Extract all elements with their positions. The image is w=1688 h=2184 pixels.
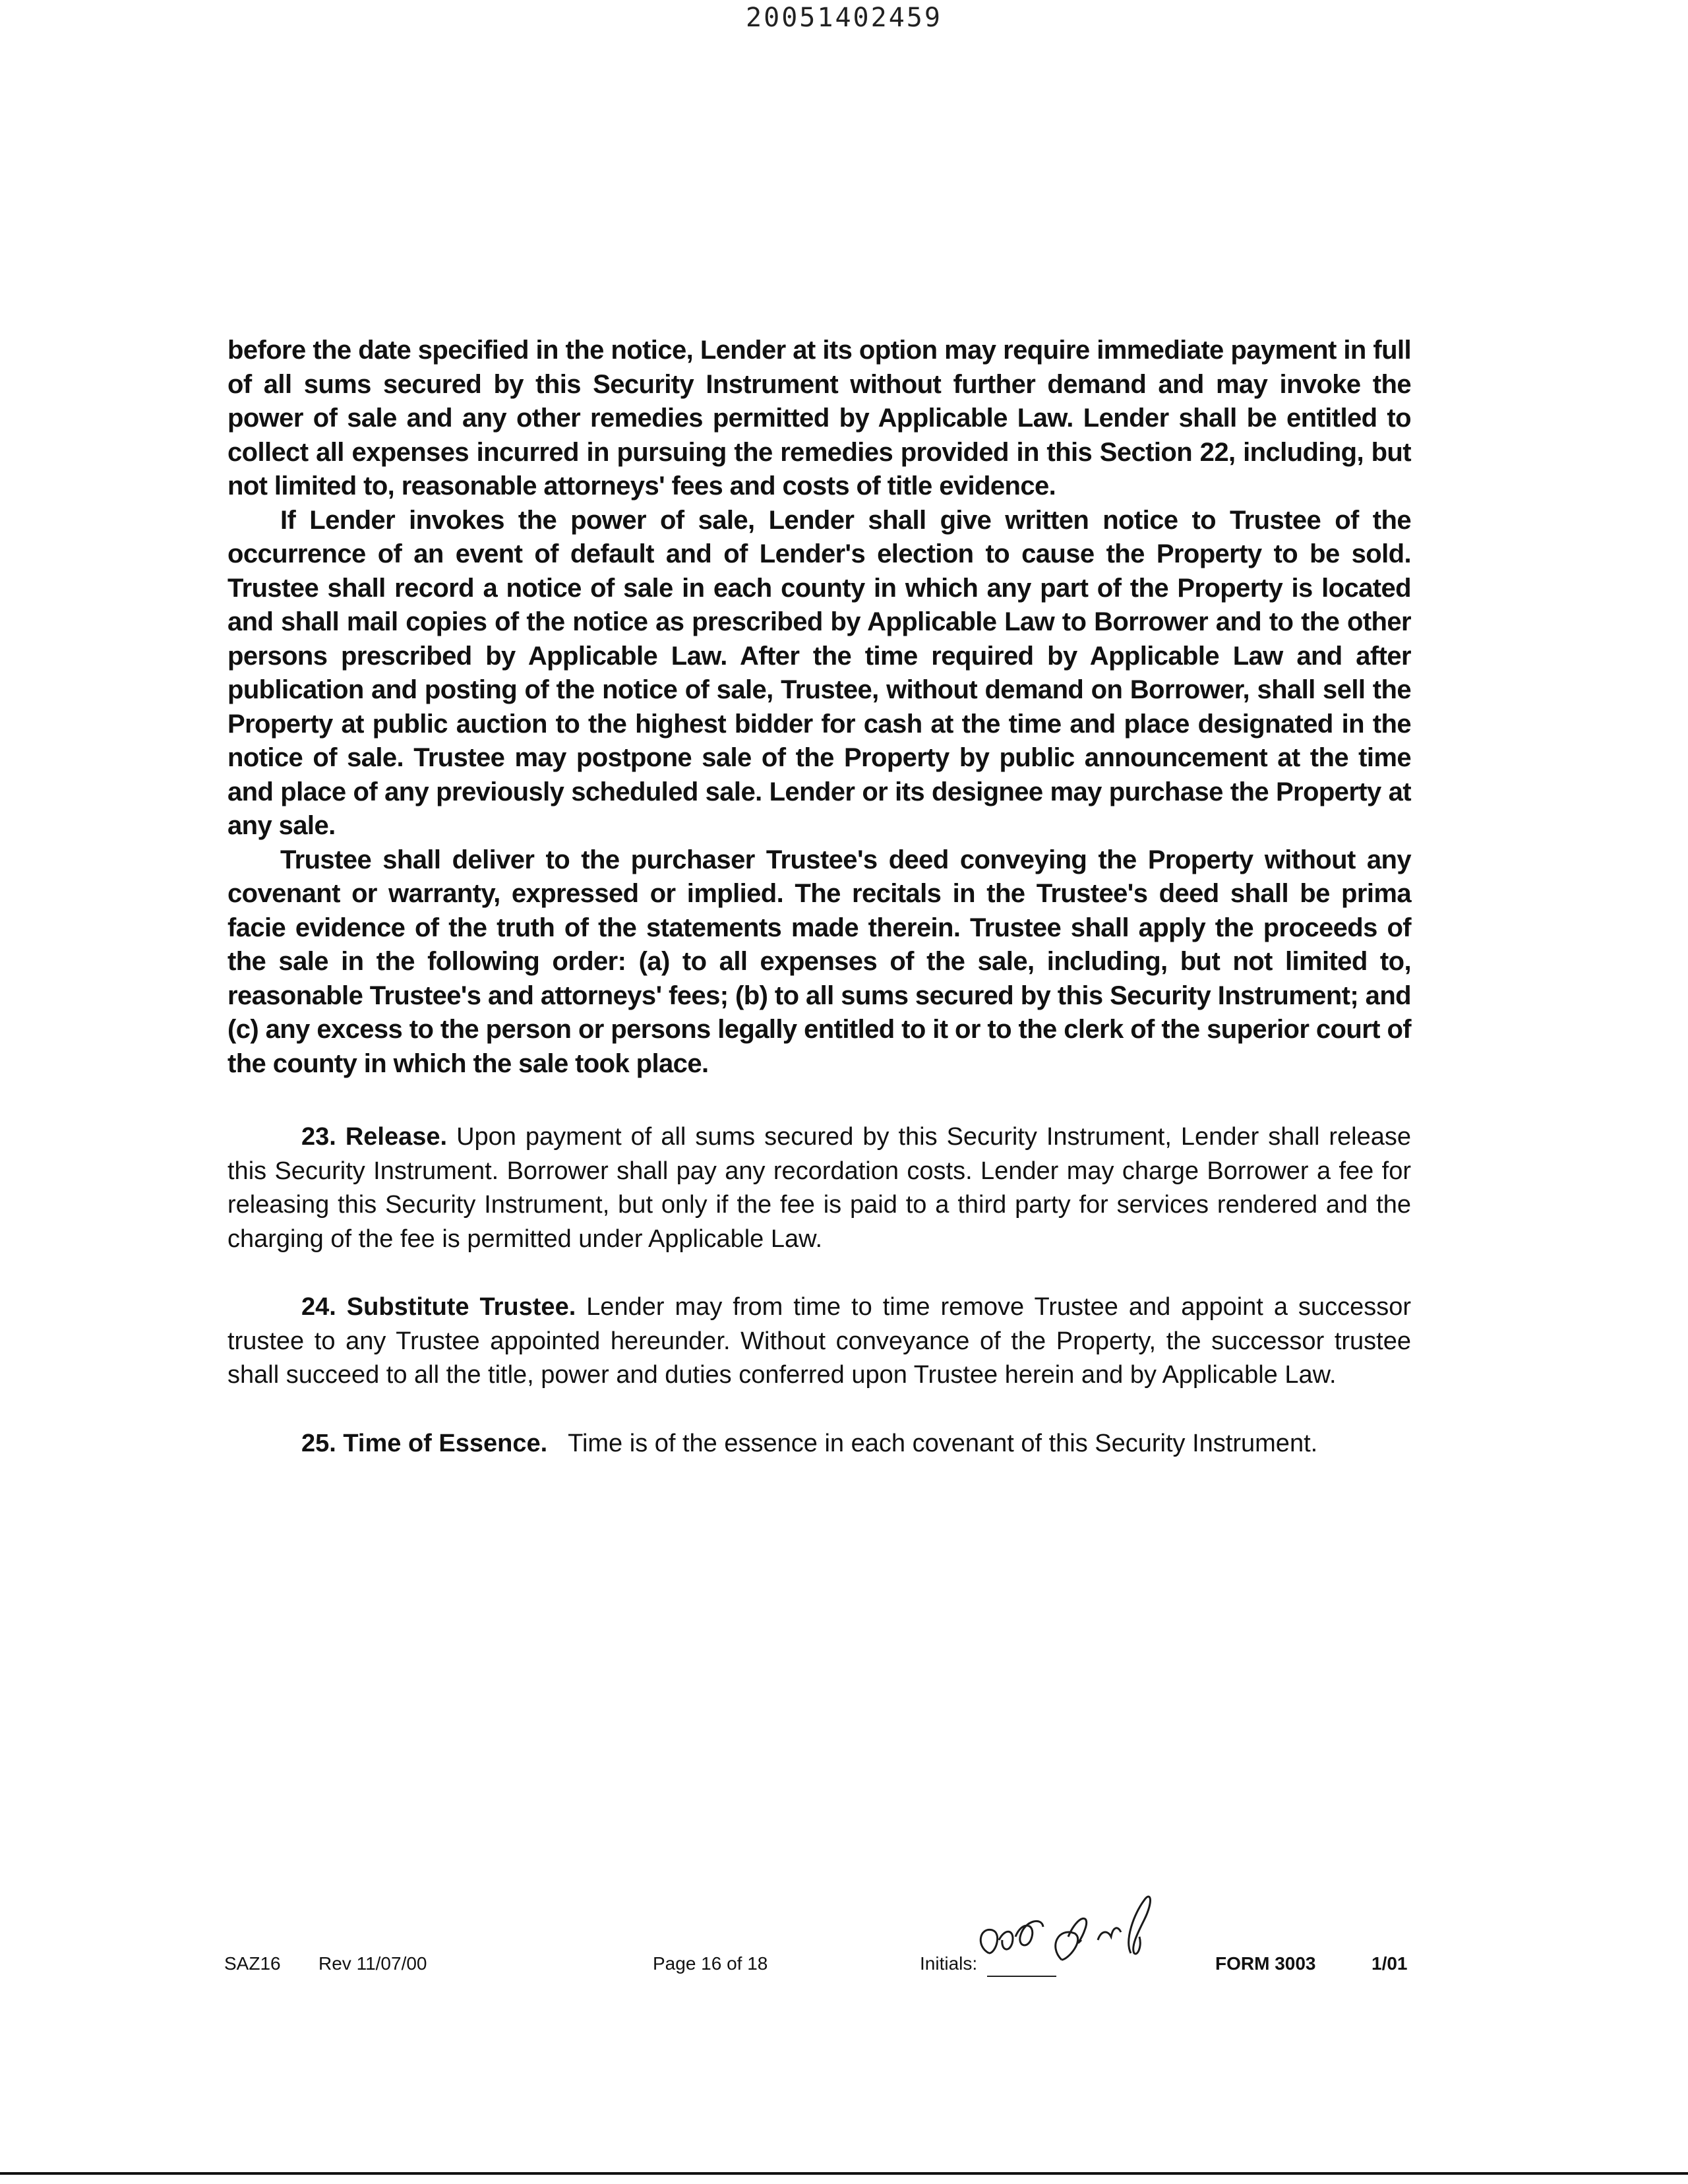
bottom-border-rule bbox=[0, 2172, 1688, 2175]
section-24-substitute-trustee bbox=[227, 1290, 1411, 1393]
section-22-paragraph-1: before the date specified in the notice, Lender at its option may require immediate payment in full of all sums secured by this Security Instrument without further demand and may invoke the power of sale and any other remedies permitted by Applicable Law. Lender shall be entitled to collect all expenses incurred in pursuing the remedies provided in this Section 22, including, but not limited to, reasonable attorneys' fees and costs of title evidence. bbox=[227, 336, 1411, 501]
footer-form-date: 1/01 bbox=[1372, 1953, 1408, 1974]
footer-form-number: FORM 3003 bbox=[1215, 1953, 1316, 1974]
page-footer bbox=[0, 1953, 1688, 1993]
section-23-release bbox=[227, 1120, 1411, 1256]
section-23-text: Upon payment of all sums secured by this Security Instrument, Lender shall release this Security Instrument. Borrower shall pay any recordation costs. Lender may charge Borrower a fee for releasing this Security Instrument, but only if the fee is paid to a third party for services rendered and the charging of the fee is permitted under Applicable Law. bbox=[227, 1123, 1412, 1253]
section-22-paragraph-2: If Lender invokes the power of sale, Lender shall give written notice to Trustee of the occurrence of an event of default and of Lender's election to cause the Property to be sold. Trustee shall record a notice of sale in each county in which any part of the Property is located and shall mail copies of the notice as prescribed by Applicable Law to Borrower and to the other persons prescribed by Applicable Law. After the time required by Applicable Law and after publication and posting of the notice of sale, Trustee, without demand on Borrower, shall sell the Property at public auction to the highest bidder for cash at the time and place designated in the notice of sale. Trustee may postpone sale of the Property by public announcement at the time and place of any previously scheduled sale. Lender or its designee may purchase the Property at any sale. bbox=[227, 505, 1411, 840]
section-23-heading: 23. Release. bbox=[301, 1123, 448, 1151]
section-22-continued bbox=[227, 334, 1411, 1081]
footer-revision: Rev 11/07/00 bbox=[318, 1953, 427, 1974]
footer-page-number: Page 16 of 18 bbox=[653, 1953, 768, 1974]
section-25-time-of-essence bbox=[227, 1427, 1411, 1461]
footer-form-code: SAZ16 bbox=[224, 1953, 281, 1974]
section-25-heading: 25. Time of Essence. bbox=[301, 1429, 548, 1457]
section-25-text: Time is of the essence in each covenant of this Security Instrument. bbox=[568, 1429, 1318, 1457]
document-body bbox=[227, 334, 1411, 1461]
footer-initials-label: Initials: bbox=[920, 1953, 978, 1974]
initials-line bbox=[987, 1976, 1056, 1977]
section-24-text: Lender may from time to time remove Trustee and appoint a successor trustee to any Trustee appointed hereunder. Without conveyance of the Property, the successor trustee shall succeed to all the title, power and duties conferred upon Trustee herein and by Applicable Law. bbox=[227, 1293, 1411, 1389]
section-24-heading: 24. Substitute Trustee. bbox=[301, 1293, 576, 1321]
document-number: 20051402459 bbox=[746, 3, 942, 33]
section-22-paragraph-3: Trustee shall deliver to the purchaser Trustee's deed conveying the Property without any covenant or warranty, expressed or implied. The recitals in the Trustee's deed shall be prima facie evidence of the truth of the statements made therein. Trustee shall apply the proceeds of the sale in the following order: (a) to all expenses of the sale, including, but not limited to, reasonable Trustee's and attorneys' fees; (b) to all sums secured by this Security Instrument; and (c) any excess to the person or persons legally entitled to it or to the clerk of the superior court of the county in which the sale took place. bbox=[227, 845, 1411, 1078]
